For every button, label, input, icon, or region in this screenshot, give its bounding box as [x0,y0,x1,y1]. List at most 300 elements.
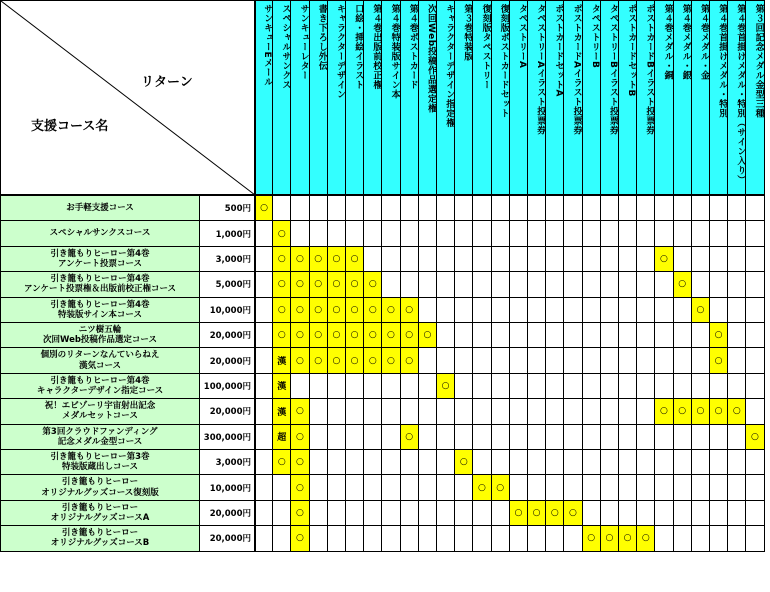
return-mark-cell: ○ [637,526,655,551]
column-header-label: サンキューEメール [262,4,273,87]
empty-cell [382,374,400,399]
return-mark-cell: ○ [291,348,309,373]
empty-cell [619,348,637,373]
return-mark-cell: 漢 [273,374,291,399]
empty-cell [437,247,455,272]
empty-cell [528,374,546,399]
empty-cell [710,221,728,246]
empty-cell [528,298,546,323]
empty-cell [546,272,564,297]
column-header-label: 第４巻首掛けメダル・特別（サイン入り） [735,4,746,185]
return-mark-cell: ○ [382,348,400,373]
empty-cell [328,425,346,450]
column-header-label: 次回Web投稿作品選定権 [425,4,436,114]
empty-cell [364,221,382,246]
empty-cell [401,526,419,551]
return-mark-cell: ○ [273,323,291,348]
column-header-label: サンキューレター [298,4,309,80]
empty-cell [692,501,710,526]
empty-cell [382,501,400,526]
return-mark-cell: ○ [382,298,400,323]
empty-cell [328,221,346,246]
course-name-cell: 引き籠もりヒーロー第3巻 特装版蔵出しコース [0,450,200,475]
empty-cell [746,475,764,500]
empty-cell [437,399,455,424]
column-header [583,0,601,196]
empty-cell [637,323,655,348]
empty-cell [728,475,746,500]
empty-cell [255,425,273,450]
empty-cell [255,374,273,399]
empty-cell [637,475,655,500]
column-header-label: ポストカードセットA [553,4,564,97]
course-price-cell: 3,000円 [200,450,255,475]
return-mark-cell: ○ [401,348,419,373]
empty-cell [619,272,637,297]
column-header-label: 第４巻メダル・銀 [680,4,691,80]
empty-cell [637,450,655,475]
empty-cell [564,450,582,475]
empty-cell [492,272,510,297]
empty-cell [492,450,510,475]
column-header [310,0,328,196]
empty-cell [674,196,692,221]
empty-cell [364,399,382,424]
empty-cell [382,475,400,500]
empty-cell [364,247,382,272]
empty-cell [528,348,546,373]
empty-cell [255,399,273,424]
empty-cell [382,272,400,297]
empty-cell [510,221,528,246]
empty-cell [692,425,710,450]
empty-cell [455,501,473,526]
empty-cell [510,399,528,424]
empty-cell [746,272,764,297]
empty-cell [674,450,692,475]
course-price-cell: 20,000円 [200,348,255,373]
empty-cell [255,221,273,246]
empty-cell [528,450,546,475]
return-mark-cell: ○ [291,501,309,526]
return-mark-cell: ○ [273,298,291,323]
empty-cell [674,526,692,551]
empty-cell [746,221,764,246]
empty-cell [583,348,601,373]
empty-cell [746,399,764,424]
empty-cell [655,501,673,526]
empty-cell [255,323,273,348]
return-mark-cell: ○ [310,247,328,272]
empty-cell [473,272,491,297]
empty-cell [255,247,273,272]
empty-cell [455,475,473,500]
empty-cell [346,196,364,221]
empty-cell [473,425,491,450]
empty-cell [619,425,637,450]
empty-cell [528,526,546,551]
empty-cell [564,425,582,450]
course-price-cell: 3,000円 [200,247,255,272]
empty-cell [728,348,746,373]
empty-cell [564,247,582,272]
empty-cell [564,298,582,323]
empty-cell [473,348,491,373]
empty-cell [364,374,382,399]
empty-cell [291,374,309,399]
return-mark-cell: ○ [455,450,473,475]
return-mark-cell: ○ [710,399,728,424]
empty-cell [401,247,419,272]
empty-cell [364,475,382,500]
return-mark-cell: ○ [382,323,400,348]
empty-cell [583,247,601,272]
return-mark-cell: ○ [364,323,382,348]
return-mark-cell: ○ [510,501,528,526]
empty-cell [728,526,746,551]
empty-cell [601,196,619,221]
empty-cell [382,399,400,424]
return-mark-cell: ○ [692,399,710,424]
empty-cell [619,450,637,475]
empty-cell [255,501,273,526]
empty-cell [310,450,328,475]
column-header-label: スペシャルサンクス [280,4,291,90]
empty-cell [564,272,582,297]
empty-cell [455,298,473,323]
return-mark-cell: ○ [291,323,309,348]
empty-cell [746,196,764,221]
empty-cell [401,221,419,246]
column-header [273,0,291,196]
return-mark-cell: ○ [310,348,328,373]
course-name-cell: スペシャルサンクスコース [0,221,200,246]
empty-cell [473,450,491,475]
empty-cell [382,196,400,221]
empty-cell [564,399,582,424]
column-header [382,0,400,196]
empty-cell [564,475,582,500]
empty-cell [364,501,382,526]
column-header-label: タペストリーBイラスト投票券 [607,4,618,135]
empty-cell [564,526,582,551]
empty-cell [419,247,437,272]
empty-cell [364,425,382,450]
empty-cell [382,247,400,272]
empty-cell [674,348,692,373]
diagonal-divider [1,1,256,197]
return-mark-cell: ○ [710,348,728,373]
return-mark-cell: ○ [328,298,346,323]
column-header [692,0,710,196]
empty-cell [382,221,400,246]
return-mark-cell: ○ [255,196,273,221]
empty-cell [419,374,437,399]
empty-cell [291,196,309,221]
empty-cell [455,348,473,373]
empty-cell [328,450,346,475]
empty-cell [746,526,764,551]
empty-cell [692,374,710,399]
empty-cell [692,475,710,500]
column-header-label: 第４巻出版前校正権 [371,4,382,90]
course-name-cell: お手軽支援コース [0,196,200,221]
empty-cell [437,323,455,348]
empty-cell [419,425,437,450]
empty-cell [655,526,673,551]
column-header-label: タペストリーB [589,4,600,69]
return-mark-cell: ○ [328,348,346,373]
empty-cell [655,196,673,221]
empty-cell [746,501,764,526]
empty-cell [674,374,692,399]
empty-cell [419,526,437,551]
column-header [637,0,655,196]
empty-cell [310,221,328,246]
empty-cell [419,196,437,221]
course-price-cell: 10,000円 [200,298,255,323]
empty-cell [692,272,710,297]
empty-cell [346,221,364,246]
empty-cell [455,399,473,424]
empty-cell [455,247,473,272]
return-mark-cell: ○ [564,501,582,526]
empty-cell [692,196,710,221]
return-mark-cell: 漢 [273,348,291,373]
empty-cell [437,196,455,221]
empty-cell [273,526,291,551]
empty-cell [492,501,510,526]
empty-cell [492,526,510,551]
return-mark-cell: ○ [674,272,692,297]
empty-cell [637,272,655,297]
empty-cell [510,298,528,323]
course-name-cell: 引き籠もりヒーロー第4巻 キャラクターデザイン指定コース [0,374,200,399]
empty-cell [710,501,728,526]
empty-cell [728,425,746,450]
column-header [328,0,346,196]
empty-cell [601,348,619,373]
empty-cell [619,475,637,500]
empty-cell [437,501,455,526]
empty-cell [473,298,491,323]
column-header-label: タペストリーA [516,4,527,69]
column-header-label: 第３巻特装版 [462,4,473,61]
empty-cell [637,196,655,221]
return-mark-cell: ○ [728,399,746,424]
empty-cell [546,526,564,551]
empty-cell [619,247,637,272]
column-header [601,0,619,196]
return-mark-cell: ○ [346,247,364,272]
empty-cell [637,399,655,424]
empty-cell [492,348,510,373]
course-price-cell: 5,000円 [200,272,255,297]
return-mark-cell: ○ [619,526,637,551]
course-header-label: 支援コース名 [31,119,109,134]
column-header [746,0,764,196]
return-mark-cell: ○ [437,374,455,399]
column-header-label: 第４巻首掛けメダル・特別 [717,4,728,118]
empty-cell [419,399,437,424]
column-header-label: 第４巻特装版サイン本 [389,4,400,99]
empty-cell [473,526,491,551]
empty-cell [401,374,419,399]
empty-cell [328,475,346,500]
empty-cell [255,298,273,323]
empty-cell [619,374,637,399]
empty-cell [528,272,546,297]
column-header-label: 書き下ろし外伝 [316,4,327,71]
return-mark-cell: ○ [310,272,328,297]
return-mark-cell: ○ [528,501,546,526]
course-price-cell: 20,000円 [200,526,255,551]
column-header [401,0,419,196]
empty-cell [473,247,491,272]
column-header [419,0,437,196]
return-mark-cell: ○ [310,298,328,323]
empty-cell [492,298,510,323]
empty-cell [401,196,419,221]
empty-cell [655,475,673,500]
column-header-label: ポストカードBイラスト投票券 [644,4,655,135]
empty-cell [637,298,655,323]
empty-cell [674,298,692,323]
course-name-cell: 引き籠もりヒーロー オリジナルグッズコースA [0,501,200,526]
return-mark-cell: ○ [601,526,619,551]
empty-cell [401,475,419,500]
empty-cell [601,399,619,424]
empty-cell [728,298,746,323]
return-mark-cell: 超 [273,425,291,450]
empty-cell [510,526,528,551]
empty-cell [546,475,564,500]
return-mark-cell: ○ [710,323,728,348]
empty-cell [401,272,419,297]
empty-cell [710,374,728,399]
return-mark-cell: ○ [473,475,491,500]
empty-cell [546,399,564,424]
course-name-cell: 引き籠もりヒーロー オリジナルグッズコースB [0,526,200,551]
empty-cell [437,298,455,323]
return-mark-cell: ○ [419,323,437,348]
course-name-cell: 引き籠もりヒーロー第4巻 特装版サイン本コース [0,298,200,323]
empty-cell [601,298,619,323]
empty-cell [510,323,528,348]
empty-cell [746,450,764,475]
empty-cell [601,272,619,297]
empty-cell [492,221,510,246]
return-mark-cell: ○ [291,526,309,551]
empty-cell [510,450,528,475]
empty-cell [546,450,564,475]
empty-cell [564,196,582,221]
column-header-label: 口絵・挿絵イラスト [353,4,364,90]
return-mark-cell: ○ [273,221,291,246]
return-mark-cell: ○ [273,272,291,297]
course-price-cell: 20,000円 [200,399,255,424]
empty-cell [710,247,728,272]
empty-cell [492,196,510,221]
empty-cell [528,221,546,246]
empty-cell [437,450,455,475]
empty-cell [492,399,510,424]
empty-cell [655,298,673,323]
empty-cell [728,501,746,526]
empty-cell [310,501,328,526]
return-mark-cell: ○ [401,323,419,348]
empty-cell [601,221,619,246]
empty-cell [637,221,655,246]
empty-cell [510,425,528,450]
column-header [455,0,473,196]
empty-cell [255,348,273,373]
empty-cell [328,501,346,526]
empty-cell [437,348,455,373]
column-header [655,0,673,196]
course-name-cell: 引き籠もりヒーロー オリジナルグッズコース復刻版 [0,475,200,500]
empty-cell [655,272,673,297]
course-name-cell: 引き籠もりヒーロー第4巻 アンケート投票コース [0,247,200,272]
empty-cell [401,501,419,526]
empty-cell [637,501,655,526]
empty-cell [419,272,437,297]
column-header [546,0,564,196]
empty-cell [528,323,546,348]
empty-cell [546,298,564,323]
empty-cell [637,374,655,399]
empty-cell [564,374,582,399]
column-header [364,0,382,196]
empty-cell [492,425,510,450]
empty-cell [692,247,710,272]
empty-cell [455,374,473,399]
empty-cell [528,399,546,424]
column-header [473,0,491,196]
empty-cell [510,247,528,272]
empty-cell [273,475,291,500]
empty-cell [255,272,273,297]
empty-cell [564,221,582,246]
table-corner [0,0,255,196]
empty-cell [546,247,564,272]
empty-cell [637,247,655,272]
empty-cell [437,272,455,297]
empty-cell [401,399,419,424]
empty-cell [437,475,455,500]
empty-cell [492,247,510,272]
empty-cell [455,272,473,297]
return-mark-cell: ○ [492,475,510,500]
return-mark-cell: ○ [273,247,291,272]
course-name-cell: ニツ樹五輪 次回Web投稿作品選定コース [0,323,200,348]
empty-cell [601,475,619,500]
course-price-cell: 300,000円 [200,425,255,450]
return-mark-cell: ○ [291,475,309,500]
empty-cell [710,298,728,323]
empty-cell [255,526,273,551]
empty-cell [710,196,728,221]
empty-cell [310,196,328,221]
return-mark-cell: ○ [291,247,309,272]
empty-cell [692,348,710,373]
empty-cell [346,374,364,399]
course-name-cell: 個別のリターンなんていらねえ 漢気コース [0,348,200,373]
empty-cell [655,374,673,399]
empty-cell [473,374,491,399]
return-mark-cell: ○ [346,272,364,297]
empty-cell [746,374,764,399]
